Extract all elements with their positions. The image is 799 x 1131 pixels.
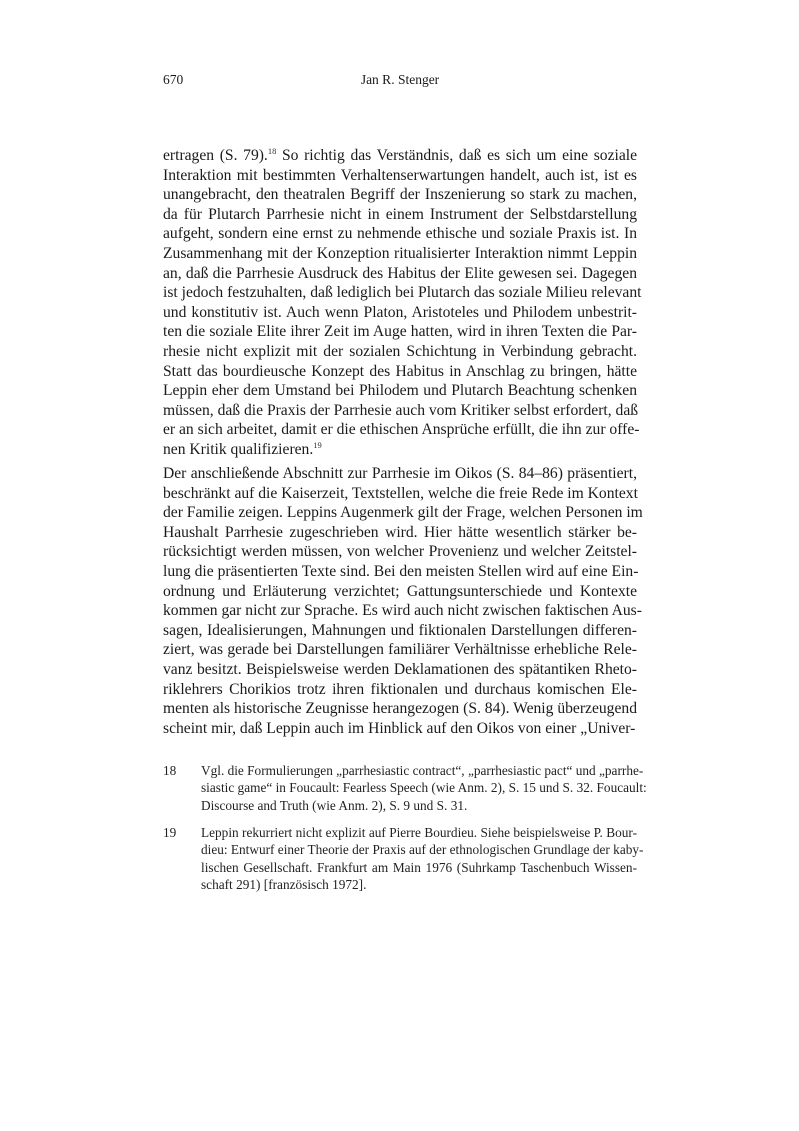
footnote-line: siastic game“ in Foucault: Fearless Speech (wie Anm. 2), S. 15 und S. 32. Foucault: [201, 780, 647, 796]
footnote-reference: 18 [267, 146, 277, 156]
footnote-body [201, 824, 644, 893]
text-line [163, 440, 637, 460]
footnote-line: Vgl. die Formulierungen „parrhesiastic contract“, „parrhesiastic pact“ und „parrhe- [201, 763, 644, 778]
footnote-number: 18 [163, 763, 177, 778]
text-line: der Familie zeigen. Leppins Augenmerk gilt der Frage, welchen Personen im [163, 504, 643, 522]
text-line: kommen gar nicht zur Sprache. Es wird auch nicht zwischen faktischen Aus- [163, 602, 642, 620]
text-line: sagen, Idealisierungen, Mahnungen und fiktionalen Darstellungen differen- [163, 621, 637, 639]
text-line: ten die soziale Elite ihrer Zeit im Auge hatten, wird in ihren Texten die Par- [163, 323, 637, 341]
line-segment: So richtig das Verständnis, daß es sich um eine soziale [276, 147, 637, 164]
text-line: müssen, daß die Praxis der Parrhesie auch vom Kritiker selbst erfordert, daß [163, 401, 639, 419]
text-line: Interaktion mit bestimmten Verhaltenserwartungen handelt, auch ist, ist es [163, 166, 637, 184]
running-title: Jan R. Stenger [360, 72, 440, 87]
text-line: Haushalt Parrhesie zugeschrieben wird. Hier hätte wesentlich stärker be- [163, 523, 637, 541]
line-segment: nen Kritik qualifizieren. [163, 440, 314, 458]
footnote-line: dieu: Entwurf einer Theorie der Praxis auf der ethnologischen Grundlage der kaby- [201, 842, 644, 858]
text-line: Der anschließende Abschnitt zur Parrhesie im Oikos (S. 84–86) präsentiert, [163, 465, 637, 482]
text-line: menten als historische Zeugnisse herangezogen (S. 84). Wenig überzeugend [163, 700, 637, 718]
text-line: beschränkt auf die Kaiserzeit, Textstellen, welche die freie Rede im Kontext [163, 484, 638, 502]
text-line: Zusammenhang mit der Konzeption ritualisierter Interaktion nimmt Leppin [163, 244, 637, 262]
footnote-line: schaft 291) [französisch 1972]. [201, 876, 367, 892]
footnote-body [201, 762, 647, 814]
footnote-line: Discourse and Truth (wie Anm. 2), S. 9 und S. 31. [201, 797, 468, 813]
footnote-18 [163, 762, 647, 814]
text-line: ziert, was gerade bei Darstellungen familiärer Verhältnisse erhebliche Rele- [163, 641, 637, 659]
text-line: lung die präsentierten Texte sind. Bei den meisten Stellen wird auf eine Ein- [163, 562, 639, 580]
line-segment: ertragen (S. 79). [163, 147, 268, 164]
text-line [163, 146, 637, 166]
text-line: Statt das bourdieusche Konzept des Habitus in Anschlag zu bringen, hätte [163, 362, 637, 380]
footnote-19 [163, 824, 644, 893]
page-number: 670 [163, 72, 184, 87]
text-line: er an sich arbeitet, damit er die ethischen Ansprüche erfüllt, die ihn zur offe- [163, 421, 640, 439]
text-line: scheint mir, daß Leppin auch im Hinblick auf den Oikos von einer „Univer- [163, 719, 636, 737]
text-line: an, daß die Parrhesie Ausdruck des Habitus der Elite gewesen sei. Dagegen [163, 264, 637, 282]
text-line: riklehrers Chorikios trotz ihren fiktionalen und durchaus komischen Ele- [163, 680, 637, 698]
text-line: Leppin eher dem Umstand bei Philodem und Plutarch Beachtung schenken [163, 382, 637, 400]
footnote-line: Leppin rekurriert nicht explizit auf Pierre Bourdieu. Siehe beispielsweise P. Bour- [201, 825, 637, 840]
footnote-number: 19 [163, 825, 177, 840]
paragraph-2 [163, 464, 643, 738]
text-line: vanz besitzt. Beispielsweise werden Deklamationen des spätantiken Rheto- [163, 660, 637, 678]
footnote-reference: 19 [313, 439, 322, 450]
text-line: rücksichtigt werden müssen, von welcher Provenienz und welcher Zeitstel- [163, 543, 637, 561]
footnote-line: lischen Gesellschaft. Frankfurt am Main 1976 (Suhrkamp Taschenbuch Wissen- [201, 859, 637, 875]
text-line: unangebracht, den theatralen Begriff der Inszenierung so stark zu machen, [163, 186, 637, 204]
text-line: ist jedoch festzuhalten, daß lediglich bei Plutarch das soziale Milieu relevant [163, 284, 642, 302]
text-line: und konstitutiv ist. Auch wenn Platon, Aristoteles und Philodem unbestrit- [163, 303, 637, 321]
text-line: rhesie nicht explizit mit der sozialen Schichtung in Verbindung gebracht. [163, 342, 637, 360]
text-line: ordnung und Erläuterung verzichtet; Gattungsunterschiede und Kontexte [163, 582, 637, 600]
text-line: aufgeht, sondern eine ernst zu nehmende ethische und soziale Praxis ist. In [163, 225, 637, 243]
text-line: da für Plutarch Parrhesie nicht in einem Instrument der Selbstdarstellung [163, 205, 637, 223]
paragraph-1 [163, 146, 642, 460]
